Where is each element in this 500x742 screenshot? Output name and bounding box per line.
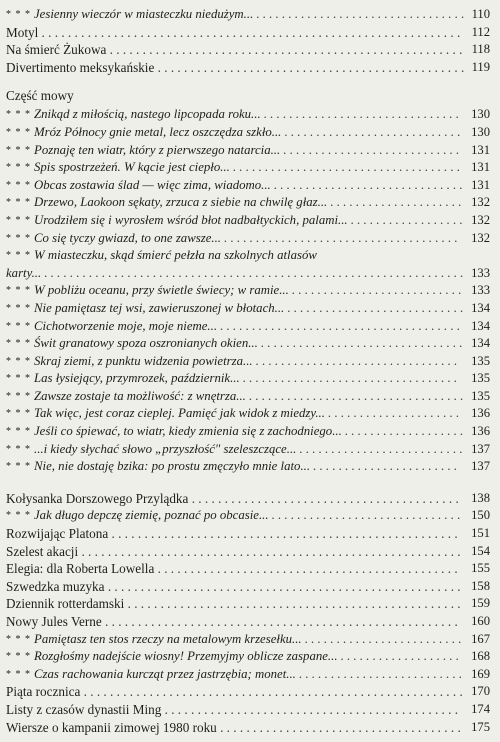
entry-title-text: Mróz Północy gnie metal, lecz oszczędza szkło... bbox=[34, 124, 282, 139]
asterism-mark: * * * bbox=[6, 179, 31, 191]
asterism-mark: * * * bbox=[6, 214, 31, 226]
asterism-mark: * * * bbox=[6, 461, 31, 473]
asterism-mark: * * * bbox=[6, 338, 31, 350]
page-number: 136 bbox=[471, 424, 490, 439]
entry-title bbox=[6, 719, 461, 737]
asterism-mark: * * * bbox=[6, 426, 31, 438]
entry-title bbox=[6, 613, 458, 631]
leader-dots: . . . . . . . . . . . . . . . . . . . . . . . . . . . . . . . . . . . . . bbox=[216, 719, 461, 735]
page-number: 154 bbox=[471, 543, 490, 558]
entry-title bbox=[6, 6, 464, 24]
asterism-mark: * * * bbox=[6, 510, 31, 522]
toc-entry bbox=[6, 212, 490, 230]
leader-dots: . . . . . . . . . . . . . . . . . . . . . . . . . . . . . . . . . . . . bbox=[229, 160, 461, 175]
page-number: 131 bbox=[471, 177, 490, 192]
group-gap bbox=[6, 476, 490, 490]
leader-dots: . . . . . . . . . . . . . . . . . . . . . . . . . . bbox=[295, 666, 463, 681]
toc-entry bbox=[6, 24, 490, 42]
leader-dots: . . . . . . . . . . . . . . . . . . . . . . . . . . . . . . . . . . . . . . . . . . . . . . . . . . . . . . bbox=[101, 614, 458, 629]
page-number: 112 bbox=[471, 24, 490, 39]
entry-title-text: Tak więc, jest coraz cieplej. Pamięć jak widok z miedzy... bbox=[34, 406, 325, 421]
leader-dots: . . . . . . . . . . . . . . . . . . . . . . . . . . . . . . . . . . . . . . . . . . . . . . . . . . . . . . bbox=[106, 42, 463, 58]
toc-entry bbox=[6, 441, 490, 459]
entry-title-text: Szelest akacji bbox=[6, 543, 79, 559]
leader-dots: . . . . . . . . . . . . . . . . . . . . . . . . . . . . . . bbox=[268, 508, 461, 523]
page-number: 137 bbox=[471, 459, 490, 474]
entry-title-text: Spis spostrzeżeń. W kącie jest ciepło... bbox=[34, 160, 230, 175]
entry-title bbox=[6, 648, 459, 666]
toc-entry bbox=[6, 719, 490, 737]
leader-dots: . . . . . . . . . . . . . . . . . . . . . . . . . . . . . . . . . . . . . bbox=[220, 230, 458, 245]
page-number: 135 bbox=[471, 371, 490, 386]
asterism-mark: * * * bbox=[6, 633, 31, 645]
page-number: 134 bbox=[471, 336, 490, 351]
entry-title-text: Rozwijając Platona bbox=[6, 526, 109, 542]
entry-title-text: Urodziłem się i wyrosłem wśród błot nadbałtyckich, palami... bbox=[34, 212, 348, 227]
page-number: 131 bbox=[471, 142, 490, 157]
page-number: 118 bbox=[471, 42, 490, 57]
toc-entry bbox=[6, 106, 490, 124]
toc-entry bbox=[6, 142, 490, 160]
leader-dots: . . . . . . . . . . . . . . . . . . . . . . . . . . . . . . . . . . . . . . . . . . . . . . . . . . . . . . . . . . . . . . . . bbox=[38, 24, 461, 40]
leader-dots: . . . . . . . . . . . . . . . . . . . . . . . . . . . . . . . . . . . . . . bbox=[217, 318, 461, 333]
asterism-mark: * * * bbox=[6, 109, 31, 121]
toc-entry bbox=[6, 631, 490, 649]
entry-title bbox=[6, 666, 462, 684]
page-number: 119 bbox=[471, 59, 490, 74]
entry-title-text: Jesienny wieczór w miasteczku niedużym... bbox=[34, 7, 254, 21]
entry-title bbox=[6, 300, 463, 318]
entry-title-text: Elegia: dla Roberta Lowella bbox=[6, 561, 155, 577]
entry-title-text: Motyl bbox=[6, 24, 39, 40]
entry-title-text: Pamiętasz ten stos rzeczy na metalowym krzesełku... bbox=[34, 631, 302, 646]
asterism-mark: * * * bbox=[6, 390, 31, 402]
page-number: 110 bbox=[471, 7, 490, 21]
entry-title-text: Jeśli co śpiewać, to wiatr, kiedy zmienia się z zachodniego... bbox=[34, 424, 342, 439]
entry-title bbox=[6, 595, 461, 613]
toc-entry bbox=[6, 282, 490, 300]
page-number: 134 bbox=[471, 300, 490, 315]
toc-entry bbox=[6, 388, 490, 406]
leader-dots: . . . . . . . . . . . . . . . . . . . . . . . . . . . bbox=[288, 283, 462, 298]
entry-title bbox=[6, 525, 458, 543]
asterism-mark: * * * bbox=[6, 302, 31, 314]
toc-entry bbox=[6, 41, 490, 59]
toc-group-3 bbox=[6, 490, 490, 736]
leader-dots: . . . . . . . . . . . . . . . . . . . . . . . bbox=[310, 459, 458, 474]
leader-dots: . . . . . . . . . . . . . . . . . . . . . . . . . . . . . . . . . . . . . . . . . . . . . . . . . . . . . . bbox=[104, 578, 461, 594]
page-number: 170 bbox=[471, 684, 490, 699]
page-number: 150 bbox=[471, 508, 490, 523]
asterism-mark: * * * bbox=[6, 355, 31, 367]
entry-title bbox=[6, 124, 461, 142]
entry-title-text: Las łysiejący, przymrozek, październik... bbox=[34, 371, 240, 386]
page-number: 159 bbox=[471, 596, 490, 611]
entry-title-text: Rozgłośmy nadejście wiosny! Przemyjmy oblicze zaspane... bbox=[34, 649, 338, 664]
toc-entry bbox=[6, 613, 490, 631]
leader-dots: . . . . . . . . . . . . . . . . . . . . . . . . . . . . . . . . . . . . . . . . . . . . . bbox=[161, 701, 459, 717]
leader-dots: . . . . . . . . . . . . . . . . . . . . . . . . . . . . . . . . . . . . . . . . . . . . . . . . . . . . . bbox=[108, 526, 458, 542]
toc-entry bbox=[6, 353, 490, 371]
page-number: 137 bbox=[471, 441, 490, 456]
asterism-mark: * * * bbox=[6, 9, 31, 20]
page-number: 160 bbox=[471, 614, 490, 628]
leader-dots: . . . . . . . . . . . . . . . . . . . . . . . . . . . . . . bbox=[270, 177, 463, 192]
leader-dots: . . . . . . . . . . . . . . . . . . . . . . . . . bbox=[301, 631, 462, 646]
leader-dots: . . . . . . . . . . . . . . . . . . . . . . . . . . . . bbox=[284, 300, 464, 315]
toc-entry bbox=[6, 490, 490, 508]
toc-entry bbox=[6, 507, 490, 525]
leader-dots: . . . . . . . . . . . . . . . . . . . . . . . . . . . . . . . . . . . . . . . . . . . . . . . bbox=[154, 59, 465, 75]
page-number: 132 bbox=[471, 230, 490, 245]
entry-title-text: Wiersze o kampanii zimowej 1980 roku bbox=[6, 719, 217, 735]
entry-title-text: Cichotworzenie moje, moje nieme... bbox=[34, 318, 218, 333]
page-number: 135 bbox=[471, 353, 490, 368]
table-of-contents bbox=[6, 6, 490, 736]
entry-title bbox=[6, 683, 463, 701]
leader-dots: . . . . . . . . . . . . . . . . . . . . . . . . . . . . . . . . . . . . . . . . . . . . . . . . . . . . . . . . . . . . . . . . . . bbox=[41, 265, 464, 280]
entry-title-text: Drzewo, Laokoon sękaty, zrzuca z siebie na chwilę głaz... bbox=[34, 195, 328, 210]
leader-dots: . . . . . . . . . . . . . . . . . . . . . . . . . . . . . . . . . . . . . . . . . bbox=[188, 490, 459, 506]
leader-dots: . . . . . . . . . . . . . . . . . . . . . . . . . . . . . . . . . . . . . . . . . . . . . . . . . . . bbox=[124, 596, 461, 612]
entry-title bbox=[6, 177, 463, 195]
entry-title bbox=[6, 159, 460, 177]
asterism-mark: * * * bbox=[6, 408, 31, 420]
toc-entry bbox=[6, 300, 490, 318]
leader-dots: . . . . . . . . . . . . . . . . . . . . . . . . . . . . bbox=[280, 142, 460, 157]
page-number: 135 bbox=[471, 388, 490, 403]
page-number: 158 bbox=[471, 578, 490, 593]
leader-dots: . . . . . . . . . . . . . . . . . . . . . bbox=[324, 406, 460, 421]
entry-title bbox=[6, 335, 463, 353]
page-number: 132 bbox=[471, 195, 490, 210]
toc-entry bbox=[6, 177, 490, 195]
page-number: 167 bbox=[471, 631, 490, 646]
entry-title bbox=[6, 631, 462, 649]
entry-title bbox=[6, 318, 460, 336]
page-number: 131 bbox=[471, 160, 490, 175]
asterism-mark: * * * bbox=[6, 144, 31, 156]
toc-entry bbox=[6, 648, 490, 666]
toc-entry bbox=[6, 370, 490, 388]
entry-title bbox=[6, 247, 317, 265]
entry-title-text: Jak długo depczę ziemię, poznać po obcasie... bbox=[34, 508, 269, 523]
leader-dots: . . . . . . . . . . . . . . . . . . . . . . . . . . . . . . . . . . . . . . . . . . . . . . bbox=[154, 561, 458, 577]
toc-entry bbox=[6, 230, 490, 248]
entry-title bbox=[6, 578, 461, 596]
entry-title-continuation: karty... bbox=[6, 265, 42, 280]
leader-dots: . . . . . . . . . . . . . . . . . . . . . bbox=[327, 195, 462, 210]
toc-entry bbox=[6, 124, 490, 142]
leader-dots: . . . . . . . . . . . . . . . . . . . . . . . . . . . . . . . . . . . . . . . . . . . . . . . . . . . . . . . . . . bbox=[80, 684, 463, 700]
entry-title bbox=[6, 106, 459, 124]
toc-entry bbox=[6, 247, 490, 265]
leader-dots: . . . . . . . . . . . . . . . . . . . . . . . . . . . . . . . . . . bbox=[239, 371, 458, 386]
entry-title-text: W pobliżu oceanu, przy świetle świecy; w ramie... bbox=[34, 283, 289, 298]
toc-entry bbox=[6, 525, 490, 543]
toc-entry bbox=[6, 194, 490, 212]
toc-group-1 bbox=[6, 6, 490, 76]
entry-title bbox=[6, 194, 462, 212]
entry-title bbox=[6, 543, 461, 561]
entry-title-text: W miasteczku, skąd śmierć pełzła na szkolnych atlasów bbox=[34, 248, 317, 263]
toc-entry bbox=[6, 335, 490, 353]
toc-entry bbox=[6, 560, 490, 578]
toc-entry bbox=[6, 543, 490, 561]
entry-title bbox=[6, 370, 457, 388]
leader-dots: . . . . . . . . . . . . . . . . . . . . . . . . . . . . . . . . bbox=[257, 336, 463, 351]
asterism-mark: * * * bbox=[6, 232, 31, 244]
page-number: 138 bbox=[471, 490, 490, 505]
entry-title-text: Świt granatowy spoza oszronianych okien... bbox=[34, 336, 258, 351]
entry-title bbox=[6, 701, 458, 719]
leader-dots: . . . . . . . . . . . . . . . . . . . . . . . . . . . . . . . . . bbox=[253, 7, 465, 21]
page-number: 130 bbox=[471, 107, 490, 122]
leader-dots: . . . . . . . . . . . . . . . . . . . bbox=[337, 649, 460, 664]
page-number: 134 bbox=[471, 318, 490, 333]
asterism-mark: * * * bbox=[6, 250, 31, 262]
leader-dots: . . . . . . . . . . . . . . . . . . . . . . . . . . . . . . . bbox=[260, 107, 460, 122]
asterism-mark: * * * bbox=[6, 197, 31, 209]
leader-dots: . . . . . . . . . . . . . . . . . . . . . . . . . . . . . . . . bbox=[252, 353, 458, 368]
entry-title-text: Dziennik rotterdamski bbox=[6, 596, 125, 612]
entry-title-text: Co się tyczy gwiazd, to one zawsze... bbox=[34, 230, 221, 245]
entry-title bbox=[6, 507, 461, 525]
entry-title bbox=[6, 59, 464, 77]
entry-title-text: Poznaję ten wiatr, który z pierwszego natarcia... bbox=[34, 142, 281, 157]
toc-entry-continuation bbox=[6, 265, 490, 283]
entry-title bbox=[6, 388, 463, 406]
page-number: 130 bbox=[471, 124, 490, 139]
entry-title-text: Listy z czasów dynastii Ming bbox=[6, 701, 162, 717]
leader-dots: . . . . . . . . . . . . . . . . . . bbox=[347, 212, 463, 227]
entry-title bbox=[6, 142, 459, 160]
entry-title bbox=[6, 212, 463, 230]
entry-title-text: Piąta rocznica bbox=[6, 684, 81, 700]
entry-title bbox=[6, 458, 457, 476]
page-number: 133 bbox=[471, 265, 490, 280]
entry-title bbox=[6, 353, 457, 371]
entry-title-text: ...i kiedy słychać słowo „przyszłość" szeleszczące... bbox=[34, 441, 297, 456]
asterism-mark: * * * bbox=[6, 373, 31, 385]
entry-title bbox=[6, 230, 458, 248]
leader-dots: . . . . . . . . . . . . . . . . . . . . . . . . . . bbox=[296, 441, 463, 456]
page-number: 136 bbox=[471, 406, 490, 421]
toc-entry bbox=[6, 578, 490, 596]
leader-dots: . . . . . . . . . . . . . . . . . . . . . . . . . . . . . . . . . . . . . . . . . . . . . . . . . . . . . . . . . . bbox=[78, 543, 461, 559]
page-number: 174 bbox=[471, 701, 490, 716]
entry-title bbox=[6, 265, 463, 283]
entry-title-text: Szwedzka muzyka bbox=[6, 578, 105, 594]
asterism-mark: * * * bbox=[6, 285, 31, 297]
entry-title-text: Skraj ziemi, z punktu widzenia powietrza... bbox=[34, 353, 253, 368]
asterism-mark: * * * bbox=[6, 320, 31, 332]
entry-title-text: Nie, nie dostaję bzika: po prostu zmęczyło mnie lato... bbox=[34, 459, 311, 474]
page-number: 155 bbox=[471, 561, 490, 576]
entry-title-text: Znikąd z miłością, nastego lipcopada roku... bbox=[34, 107, 261, 122]
page-number: 169 bbox=[471, 666, 490, 681]
entry-title-text: Nie pamiętasz tej wsi, zawieruszonej w błotach... bbox=[34, 300, 285, 315]
toc-group-2 bbox=[6, 106, 490, 475]
leader-dots: . . . . . . . . . . . . . . . . . . . bbox=[341, 424, 464, 439]
asterism-mark: * * * bbox=[6, 126, 31, 138]
entry-title bbox=[6, 560, 458, 578]
page-number: 151 bbox=[471, 526, 490, 541]
entry-title-text: Zawsze zostaje ta możliwość: z wnętrza... bbox=[34, 388, 246, 403]
toc-entry bbox=[6, 318, 490, 336]
page-number: 133 bbox=[471, 283, 490, 298]
toc-entry bbox=[6, 683, 490, 701]
entry-title-text: Nowy Jules Verne bbox=[6, 614, 102, 629]
asterism-mark: * * * bbox=[6, 651, 31, 663]
asterism-mark: * * * bbox=[6, 162, 31, 174]
toc-entry bbox=[6, 405, 490, 423]
entry-title-text: Divertimento meksykańskie bbox=[6, 59, 155, 75]
entry-title bbox=[6, 441, 463, 459]
asterism-mark: * * * bbox=[6, 668, 31, 680]
toc-entry bbox=[6, 595, 490, 613]
toc-entry bbox=[6, 159, 490, 177]
entry-title-text: Na śmierć Żukowa bbox=[6, 42, 107, 58]
section-heading: Część mowy bbox=[6, 88, 74, 104]
leader-dots: . . . . . . . . . . . . . . . . . . . . . . . . . . . . . . . . . . bbox=[245, 388, 464, 403]
entry-title-text: Kołysanka Dorszowego Przylądka bbox=[6, 490, 189, 506]
leader-dots: . . . . . . . . . . . . . . . . . . . . . . . . . . . . bbox=[281, 124, 461, 139]
entry-title-text: Obcas zostawia ślad — więc zima, wiadomo... bbox=[34, 177, 271, 192]
entry-title bbox=[6, 282, 462, 300]
entry-title-text: Czas rachowania kurcząt przez jastrzębia; monet... bbox=[34, 666, 296, 681]
asterism-mark: * * * bbox=[6, 443, 31, 455]
page-number: 168 bbox=[471, 649, 490, 664]
entry-title bbox=[6, 41, 462, 59]
entry-title bbox=[6, 24, 460, 42]
toc-entry bbox=[6, 701, 490, 719]
toc-entry bbox=[6, 458, 490, 476]
page-number: 132 bbox=[471, 212, 490, 227]
page-number: 175 bbox=[471, 719, 490, 734]
toc-entry bbox=[6, 6, 490, 24]
entry-title bbox=[6, 405, 459, 423]
toc-entry bbox=[6, 59, 490, 77]
toc-entry bbox=[6, 423, 490, 441]
entry-title bbox=[6, 423, 463, 441]
toc-entry bbox=[6, 666, 490, 684]
entry-title bbox=[6, 490, 459, 508]
